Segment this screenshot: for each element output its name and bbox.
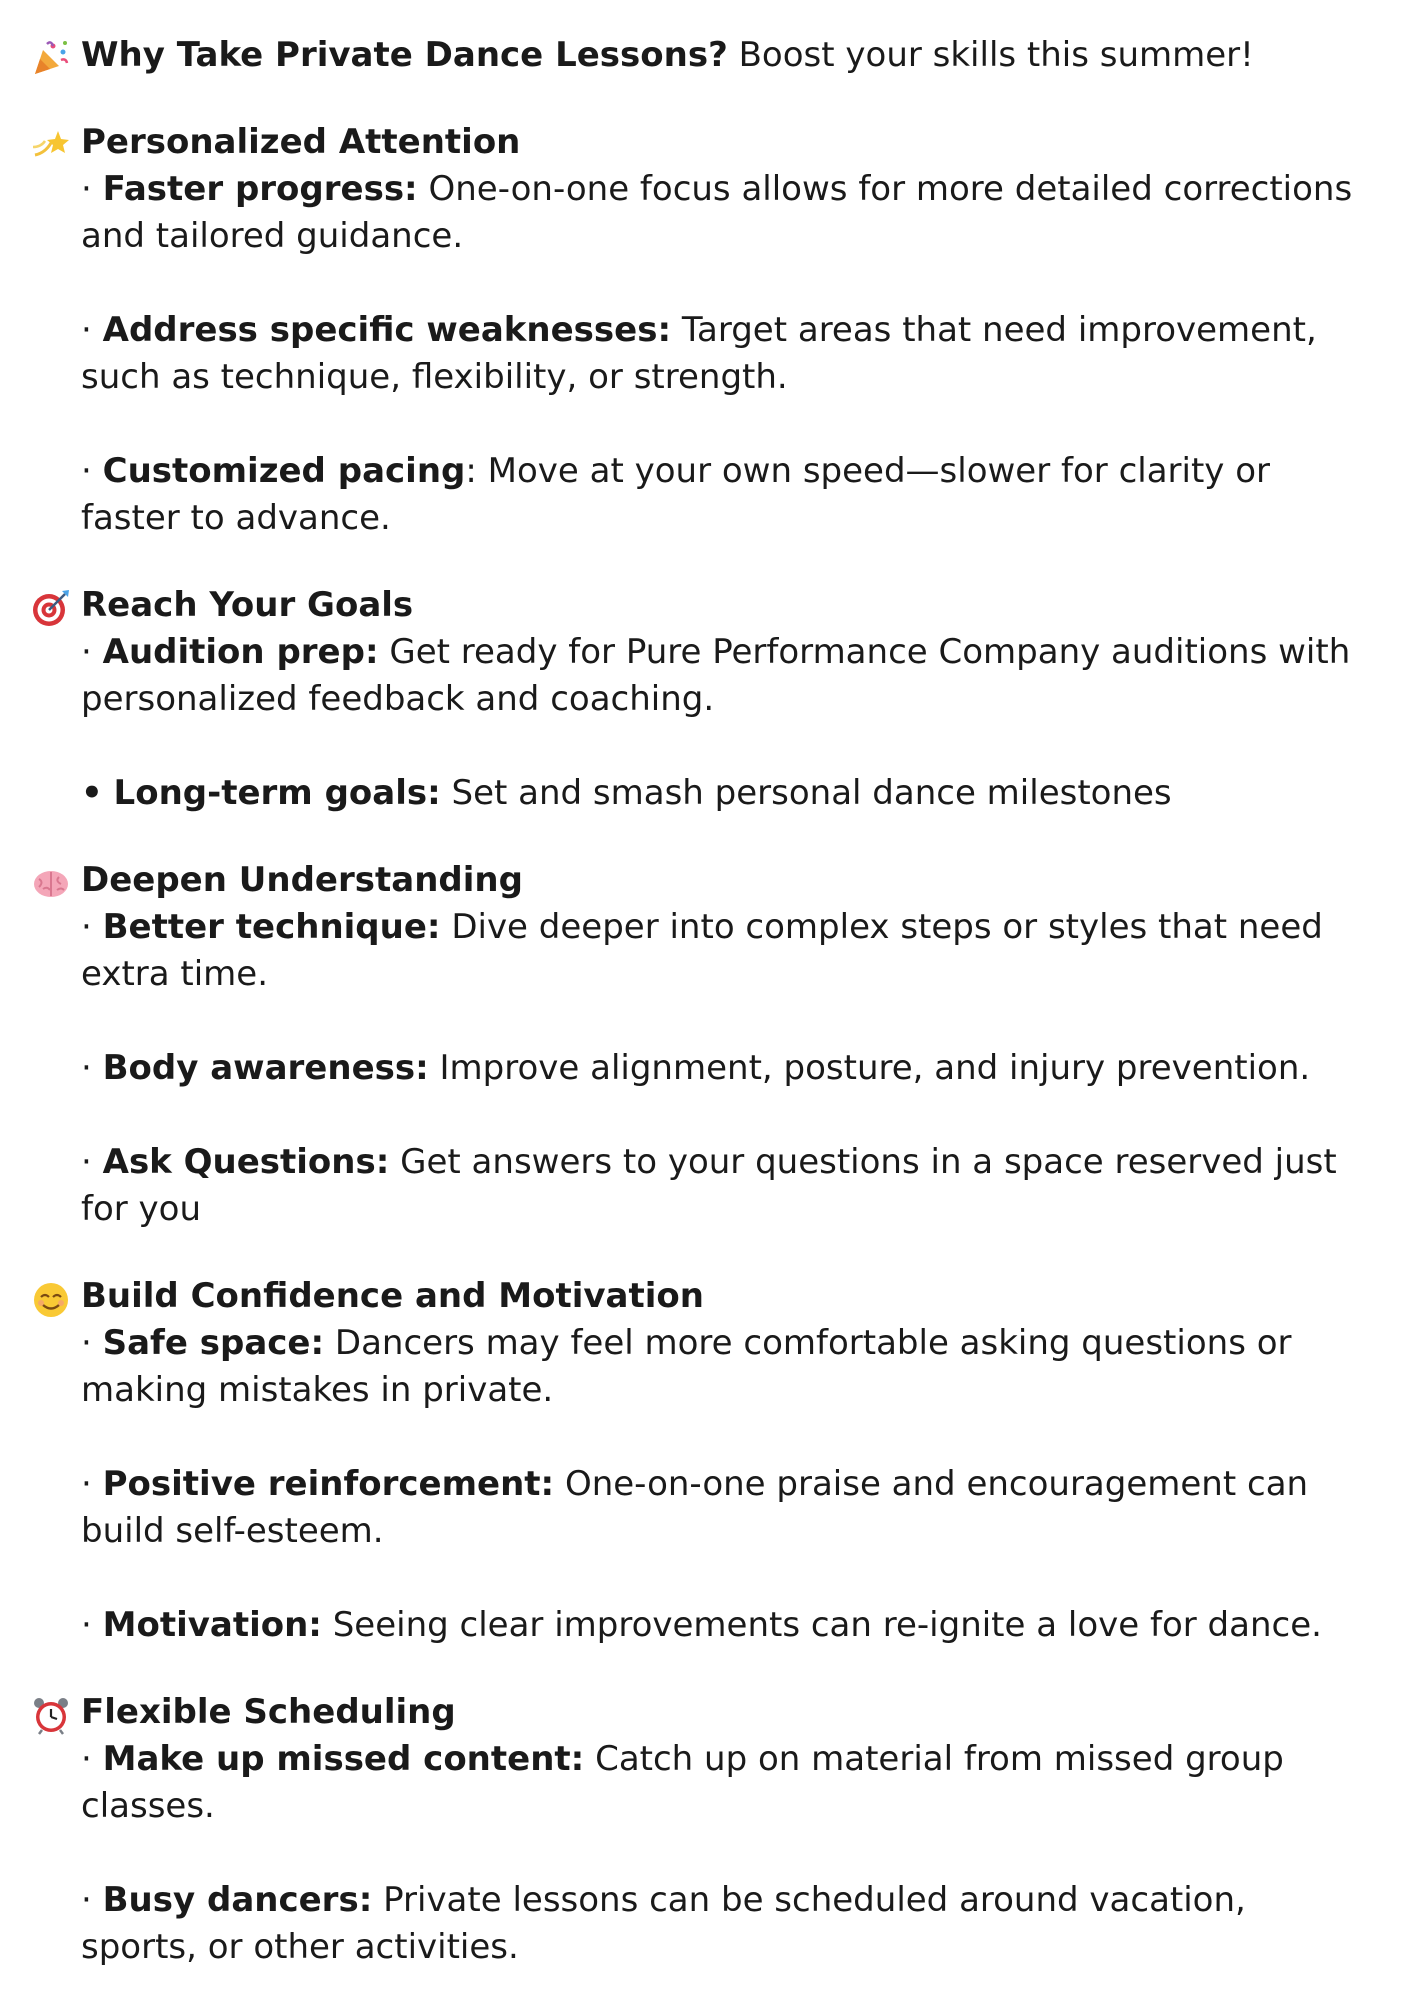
item-text: Get ready for Pure Performance Company auditions with personalized feedback and coaching. bbox=[81, 632, 1351, 719]
item-label: Busy dancers: bbox=[102, 1880, 373, 1920]
section-deepen-understanding bbox=[31, 857, 1391, 1233]
item-text: Move at your own speed—slower for clarity or faster to advance. bbox=[81, 451, 1271, 538]
section-heading: Personalized Attention bbox=[81, 122, 521, 162]
item-separator bbox=[379, 632, 390, 672]
list-item bbox=[81, 307, 1361, 401]
bullet: · bbox=[81, 1142, 92, 1182]
item-label: Ask Questions: bbox=[102, 1142, 390, 1182]
bullet: · bbox=[81, 1880, 92, 1920]
item-separator bbox=[584, 1739, 595, 1779]
item-label: Better technique: bbox=[102, 907, 441, 947]
list-item bbox=[81, 629, 1361, 723]
party-popper-icon bbox=[31, 38, 71, 78]
list-item bbox=[81, 1602, 1361, 1649]
bullet: · bbox=[81, 451, 92, 491]
section-heading: Deepen Understanding bbox=[81, 860, 523, 900]
item-label: Make up missed content: bbox=[102, 1739, 585, 1779]
bullet: · bbox=[81, 907, 92, 947]
item-separator: : bbox=[465, 451, 488, 491]
list-item bbox=[81, 1877, 1361, 1971]
item-separator bbox=[441, 907, 452, 947]
bullet: · bbox=[81, 632, 92, 672]
item-text: Catch up on material from missed group classes. bbox=[81, 1739, 1284, 1826]
item-separator bbox=[418, 169, 429, 209]
item-label: Customized pacing bbox=[102, 451, 466, 491]
item-label: Long-term goals: bbox=[113, 773, 441, 813]
item-text: Seeing clear improvements can re-ignite a love for dance. bbox=[332, 1605, 1322, 1645]
list-item bbox=[81, 1139, 1361, 1233]
brain-icon bbox=[31, 863, 71, 903]
section-heading: Reach Your Goals bbox=[81, 585, 414, 625]
item-separator bbox=[429, 1048, 440, 1088]
document-page bbox=[31, 20, 1391, 2011]
item-text: Target areas that need improvement, such as technique, flexibility, or strength. bbox=[81, 310, 1317, 397]
item-separator bbox=[441, 773, 452, 813]
smiling-face-icon bbox=[31, 1279, 71, 1319]
list-item bbox=[81, 770, 1361, 817]
item-label: Positive reinforcement: bbox=[102, 1464, 555, 1504]
item-text: Dive deeper into complex steps or styles that need extra time. bbox=[81, 907, 1323, 994]
bullet: • bbox=[81, 773, 103, 813]
list-item bbox=[81, 1461, 1361, 1555]
item-label: Body awareness: bbox=[102, 1048, 429, 1088]
item-separator bbox=[322, 1605, 333, 1645]
bullet: · bbox=[81, 169, 92, 209]
list-item bbox=[81, 448, 1361, 542]
item-text: One-on-one focus allows for more detailed corrections and tailored guidance. bbox=[81, 169, 1353, 256]
item-label: Audition prep: bbox=[102, 632, 379, 672]
bullet: · bbox=[81, 1323, 92, 1363]
list-item bbox=[81, 1320, 1361, 1414]
section-flexible-scheduling bbox=[31, 1689, 1391, 1971]
bullet: · bbox=[81, 1464, 92, 1504]
list-item bbox=[81, 166, 1361, 260]
intro-subtitle: Boost your skills this summer! bbox=[738, 35, 1254, 75]
section-reach-your-goals bbox=[31, 582, 1391, 817]
bullet: · bbox=[81, 310, 92, 350]
item-text: One-on-one praise and encouragement can build self-esteem. bbox=[81, 1464, 1309, 1551]
dizzy-star-icon bbox=[31, 125, 71, 165]
item-separator bbox=[372, 1880, 383, 1920]
intro-title: Why Take Private Dance Lessons? bbox=[81, 35, 728, 75]
item-text: Private lessons can be scheduled around vacation, sports, or other activities. bbox=[81, 1880, 1246, 1967]
item-separator bbox=[324, 1323, 335, 1363]
list-item bbox=[81, 1045, 1361, 1092]
item-label: Safe space: bbox=[102, 1323, 325, 1363]
item-label: Faster progress: bbox=[102, 169, 418, 209]
bullet: · bbox=[81, 1739, 92, 1779]
item-text: Set and smash personal dance milestones bbox=[451, 773, 1172, 813]
bullet: · bbox=[81, 1048, 92, 1088]
list-item bbox=[81, 904, 1361, 998]
item-separator bbox=[554, 1464, 565, 1504]
section-personalized-attention bbox=[31, 119, 1391, 542]
intro-line bbox=[31, 32, 1391, 79]
item-text: Improve alignment, posture, and injury prevention. bbox=[439, 1048, 1311, 1088]
bullet: · bbox=[81, 1605, 92, 1645]
item-label: Motivation: bbox=[102, 1605, 322, 1645]
list-item bbox=[81, 1736, 1361, 1830]
section-build-confidence bbox=[31, 1273, 1391, 1649]
item-text: Dancers may feel more comfortable asking questions or making mistakes in private. bbox=[81, 1323, 1292, 1410]
item-text: Get answers to your questions in a space reserved just for you bbox=[81, 1142, 1337, 1229]
target-dart-icon bbox=[31, 588, 71, 628]
item-separator bbox=[389, 1142, 400, 1182]
section-heading: Flexible Scheduling bbox=[81, 1692, 456, 1732]
item-label: Address specific weaknesses: bbox=[102, 310, 672, 350]
section-heading: Build Confidence and Motivation bbox=[81, 1276, 704, 1316]
alarm-clock-icon bbox=[31, 1695, 71, 1735]
item-separator bbox=[671, 310, 682, 350]
